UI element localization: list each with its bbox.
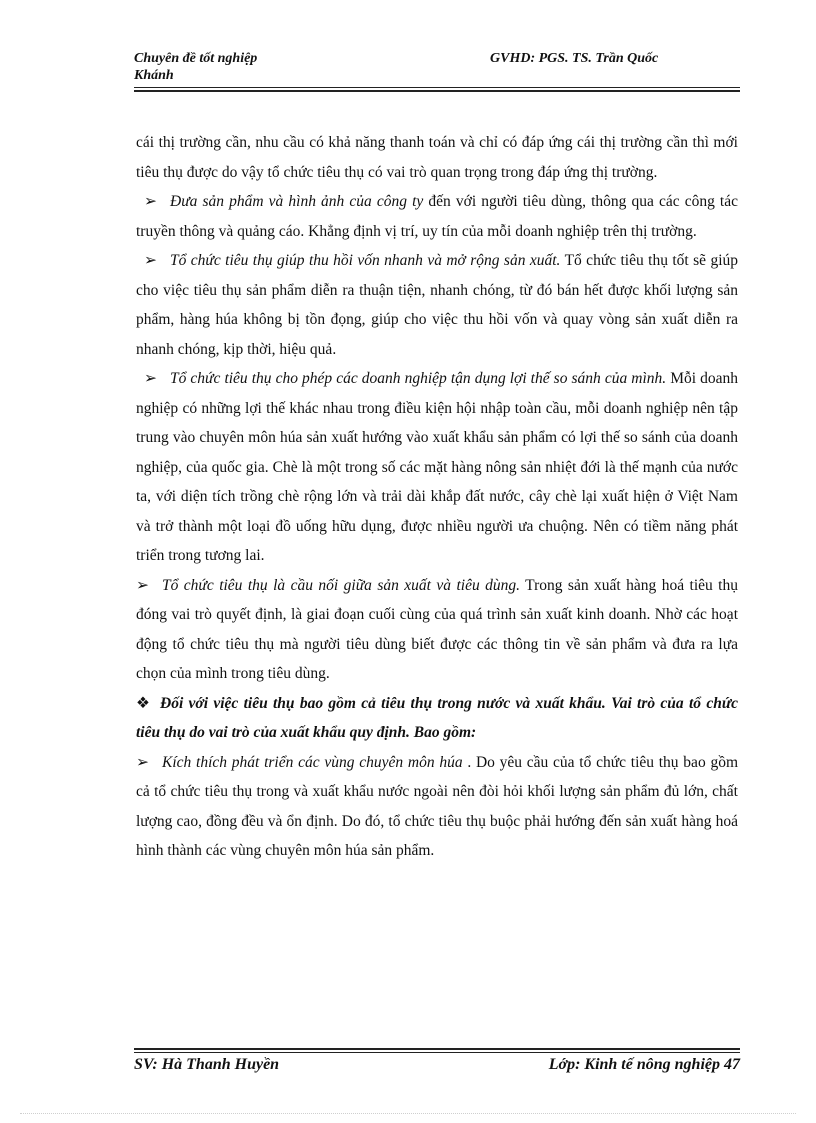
footer-rule-thick — [134, 1048, 740, 1050]
arrow-bullet-icon: ➢ — [144, 370, 157, 387]
bullet-lead: Kích thích phát triển các vùng chuyên môn húa — [162, 753, 463, 771]
footer-rule-thin — [134, 1052, 740, 1053]
bullet-text: Mỗi doanh nghiệp có những lợi thế khác nhau trong điều kiện hội nhập toàn cầu, mỗi doanh nghiệp nên tập trung vào chuyên môn húa sản xuất hướng vào xuất khẩu sản phẩm có lợi thế so sánh của doanh nghiệp, của quốc gia. Chè là một trong số các mặt hàng nông sản nhiệt đới là thế mạnh của nước ta, với diện tích trồng chè rộng lớn và trải dài khắp đất nước, cây chè lại xuất hiện ở Việt Nam và trở thành một loại đồ uống hữu dụng, được nhiều người ưa chuộng. Nên có tiềm năng phát triển trong tương lai. — [136, 370, 738, 564]
header-supervisor: GVHD: PGS. TS. Trần Quốc — [490, 51, 659, 66]
header-supervisor-continuation: Khánh — [134, 68, 174, 83]
bullet-paragraph — [136, 364, 738, 571]
bullet-text: Trong sản xuất hàng hoá tiêu thụ đóng vai trò quyết định, là giai đoạn cuối cùng của quá trình sản xuất kinh doanh. Nhờ các hoạt động tổ chức tiêu thụ mà người tiêu dùng biết được các thông tin về sản phẩm và đưa ra lựa chọn của mình trong tiêu dùng. — [136, 576, 738, 682]
bullet-text: Tổ chức tiêu thụ tốt sẽ giúp cho việc tiêu thụ sản phẩm diễn ra thuận tiện, nhanh chóng, từ đó bán hết được khối lượng sản phẩm, hàng húa không bị tồn đọng, giúp cho việc thu hồi vốn và quay vòng sản xuất diễn ra nhanh chóng, kịp thời, hiệu quả. — [136, 252, 739, 358]
footer-student: SV: Hà Thanh Huyền — [134, 1056, 280, 1073]
bullet-lead: Tổ chức tiêu thụ giúp thu hồi vốn nhanh và mở rộng sản xuất. — [170, 252, 561, 269]
bullet-paragraph — [136, 246, 738, 364]
page-header — [134, 50, 740, 86]
diamond-bullet-icon: ❖ — [136, 694, 150, 712]
bullet-text: đến với người tiêu dùng, thông qua các công tác truyền thông và quảng cáo. Khẳng định vị trí, uy tín của mỗi doanh nghiệp trên thị trường. — [136, 193, 738, 240]
header-rule-thin — [134, 87, 740, 88]
bullet-paragraph — [136, 748, 738, 866]
section-heading — [136, 689, 738, 748]
arrow-bullet-icon: ➢ — [136, 576, 149, 594]
page-footer — [134, 1056, 740, 1078]
header-rule-thick — [134, 90, 740, 92]
section-heading-text: Đối với việc tiêu thụ bao gồm cả tiêu thụ trong nước và xuất khẩu. Vai trò của tổ chức tiêu thụ do vai trò của xuất khẩu quy định. Bao gồm: — [136, 694, 738, 741]
bullet-lead: Đưa sản phẩm và hình ảnh của công ty — [170, 193, 424, 210]
body-text — [136, 128, 738, 866]
page-edge-divider — [20, 1113, 796, 1114]
bullet-paragraph — [136, 571, 738, 689]
bullet-lead: Tổ chức tiêu thụ là cầu nối giữa sản xuất và tiêu dùng. — [162, 576, 521, 594]
paragraph-text: cái thị trường cần, nhu cầu có khả năng thanh toán và chỉ có đáp ứng cái thị trường cần thì mới tiêu thụ được do vậy tổ chức tiêu thụ có vai trò quan trọng trong đáp ứng thị trường. — [136, 134, 738, 181]
arrow-bullet-icon: ➢ — [136, 753, 149, 771]
bullet-lead: Tổ chức tiêu thụ cho phép các doanh nghiệp tận dụng lợi thế so sánh của mình. — [170, 370, 667, 387]
paragraph — [136, 128, 738, 187]
bullet-paragraph — [136, 187, 738, 246]
arrow-bullet-icon: ➢ — [144, 193, 157, 210]
header-document-type: Chuyên đề tốt nghiệp — [134, 51, 258, 66]
arrow-bullet-icon: ➢ — [144, 252, 157, 269]
footer-class: Lớp: Kinh tế nông nghiệp 47 — [548, 1056, 740, 1073]
bullet-text: . Do yêu cầu của tổ chức tiêu thụ bao gồm cả tổ chức tiêu thụ trong và xuất khẩu nước ngoài nên đòi hỏi khối lượng sản phẩm đủ lớn, chất lượng cao, đồng đều và ổn định. Do đó, tổ chức tiêu thụ buộc phải hướng đến sản xuất hàng hoá hình thành các vùng chuyên môn húa sản phẩm. — [136, 753, 738, 859]
